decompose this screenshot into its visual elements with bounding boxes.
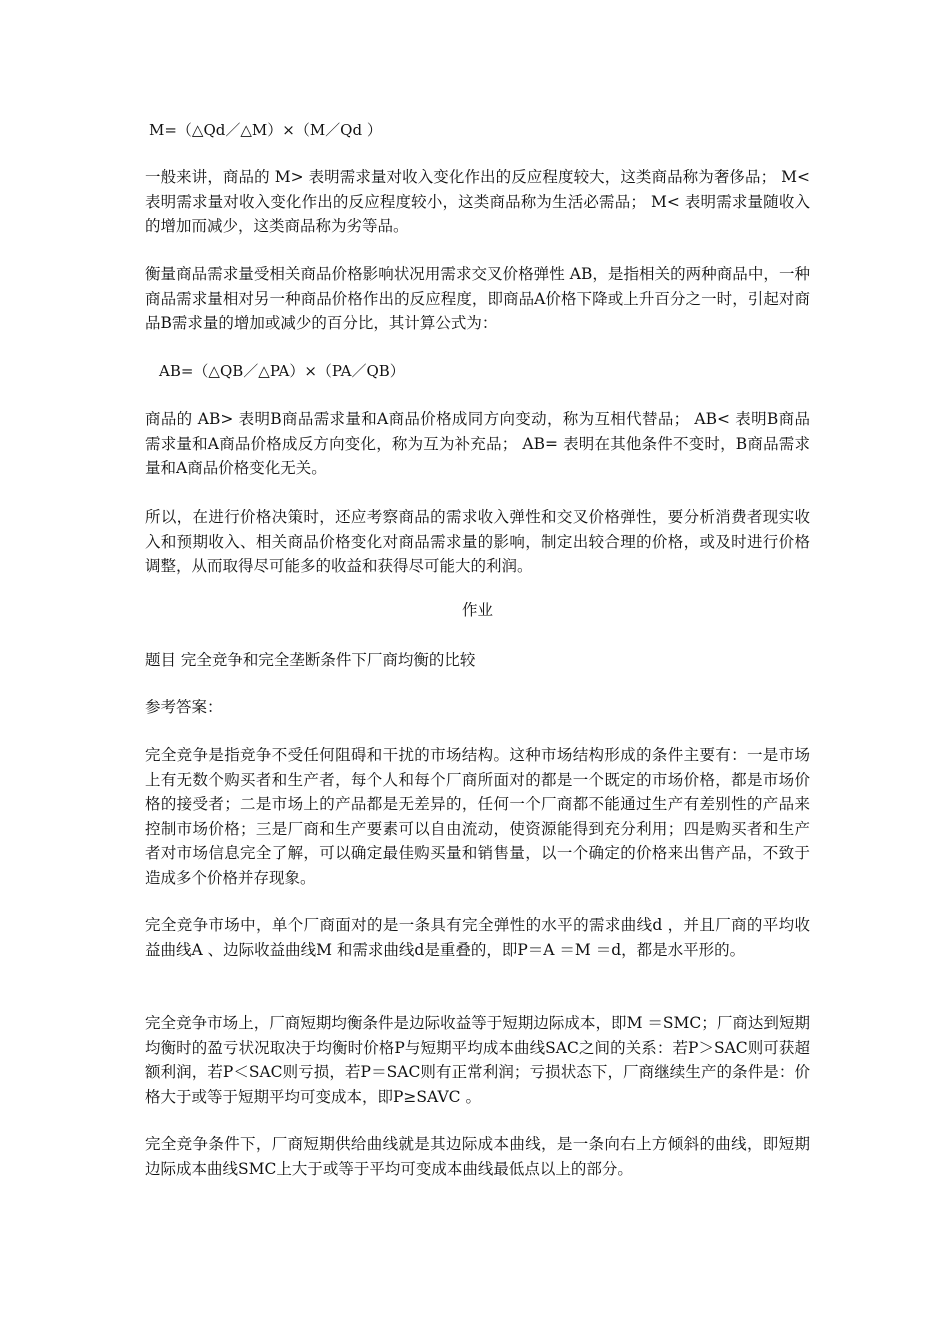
income-elasticity-paragraph: 一般来讲，商品的 M> 表明需求量对收入变化作出的反应程度较大，这类商品称为奢侈品； M< 表明需求量对收入变化作出的反应程度较小，这类商品称为生活必需品； M< 表明需求量随收入的增加而减少，这类商品称为劣等品。: [145, 168, 810, 235]
perfect-competition-definition-paragraph: 完全竞争是指竞争不受任何阻碍和干扰的市场结构。这种市场结构形成的条件主要有：一是市场上有无数个购买者和生产者，每个人和每个厂商所面对的都是一个既定的市场价格，都是市场价格的接受者；二是市场上的产品都是无差异的，任何一个厂商都不能通过生产有差别性的产品来控制市场价格；三是厂商和生产要素可以自由流动，使资源能得到充分利用；四是购买者和生产者对市场信息完全了解，可以确定最佳购买量和销售量，以一个确定的价格来出售产品，不致于造成多个价格并存现象。: [145, 746, 810, 887]
cross-elasticity-types-paragraph: 商品的 AB> 表明B商品需求量和A商品价格成同方向变动，称为互相代替品； AB< 表明B商品需求量和A商品价格成反方向变化，称为互为补充品； AB= 表明在其他条件不变时，B商品需求量和A商品价格变化无关。: [145, 410, 810, 477]
cross-elasticity-intro-paragraph: 衡量商品需求量受相关商品价格影响状况用需求交叉价格弹性 AB，是指相关的两种商品中，一种商品需求量相对另一种商品价格作出的反应程度，即商品A价格下降或上升百分之一时，引起对商品B需求量的增加或减少的百分比，其计算公式为：: [145, 265, 810, 332]
cross-elasticity-formula: AB=（△QB／△PA）×（PA／QB）: [159, 362, 405, 380]
answer-label: 参考答案：: [145, 698, 223, 716]
pricing-conclusion-paragraph: 所以，在进行价格决策时，还应考察商品的需求收入弹性和交叉价格弹性，要分析消费者现实收入和预期收入、相关商品价格变化对商品需求量的影响，制定出较合理的价格，或及时进行价格调整，从而取得尽可能多的收益和获得尽可能大的利润。: [145, 508, 810, 575]
perfect-competition-supply-paragraph: 完全竞争条件下，厂商短期供给曲线就是其边际成本曲线，是一条向右上方倾斜的曲线，即短期边际成本曲线SMC上大于或等于平均可变成本曲线最低点以上的部分。: [145, 1135, 810, 1178]
perfect-competition-short-run-paragraph: 完全竞争市场上，厂商短期均衡条件是边际收益等于短期边际成本，即M ＝SMC；厂商达到短期均衡时的盈亏状况取决于均衡时价格P与短期平均成本曲线SAC之间的关系：若P＞SAC则可获超额利润，若P＜SAC则亏损，若P＝SAC则有正常利润；亏损状态下，厂商继续生产的条件是：价格大于或等于短期平均可变成本，即P≥SAVC 。: [145, 1014, 810, 1106]
perfect-competition-demand-paragraph: 完全竞争市场中，单个厂商面对的是一条具有完全弹性的水平的需求曲线d ，并且厂商的平均收益曲线A 、边际收益曲线M 和需求曲线d是重叠的，即P＝A ＝M ＝d，都是水平形的。: [145, 916, 810, 959]
question-title: 题目 完全竞争和完全垄断条件下厂商均衡的比较: [145, 651, 476, 669]
homework-heading: 作业: [461, 601, 493, 619]
income-elasticity-formula: M=（△Qd／△M）×（M／Qd ）: [149, 121, 382, 139]
